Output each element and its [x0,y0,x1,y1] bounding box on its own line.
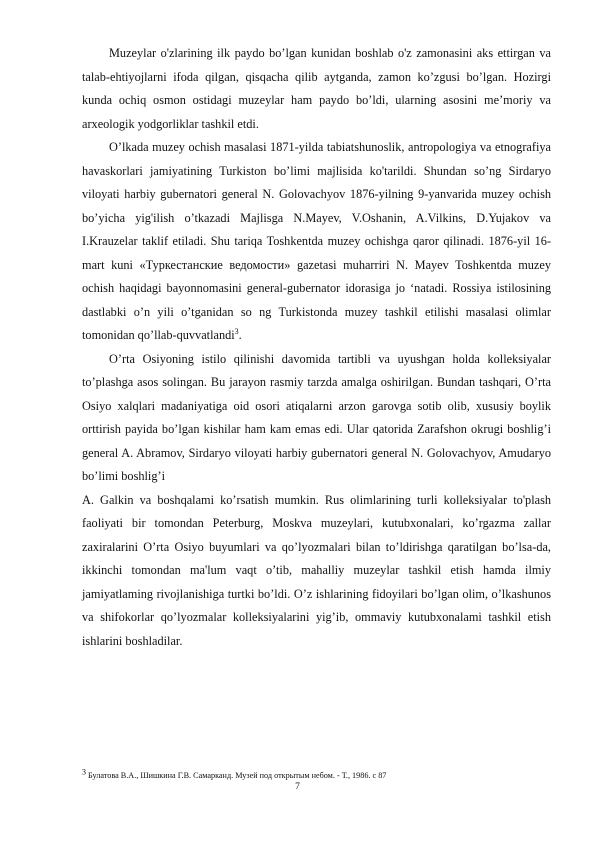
paragraph-2-end: . [238,328,242,342]
footnote [82,767,551,781]
page-number: 7 [295,782,300,792]
footnote-mark: 3 [82,767,86,777]
document-body [82,42,551,653]
paragraph-1: Muzeylar o'zlarining ilk paydo bo’lgan kunidan boshlab o'z zamonasini aks ettirgan va talab-ehtiyojlarni ifoda qilgan, qisqacha qilib aytganda, zamon ko’zgusi bo’lgan. Hozirgi kunda ochiq osmon ostidagi muzeylar ham paydo bo’ldi, ularning asosini me’moriy va arxeologik yodgorliklar tashkil etdi. [82,46,551,131]
paragraph-2-text: O’lkada muzey ochish masalasi 1871-yilda tabiatshunoslik, antropologiya va etnografiya havaskorlari jamiyatining Turkiston bo’limi majlisida ko'tarildi. Shundan so’ng Sirdaryo viloyati harbiy gubernatori general N. Golovachyov 1876-yilning 9-yanvarida muzey ochish bo’yicha yig'ilish o’tkazadi Majlisga N.Mayev, V.Oshanin, A.Vilkins, D.Yujakov va I.Krauzelar taklif etiladi. Shu tariqa Toshkentda muzey ochishga qaror qilinadi. 1876-yil 16-mart kuni «Туркестанские ведомости» gazetasi muharriri N. Mayev Toshkentda muzey ochish haqidagi bayonnomasini general-gubernator idorasiga jo ‘natadi. Rossiya istilosining dastlabki o’n yili o’tganidan so ng Turkistonda muzey tashkil etilishi masalasi olimlar tomonidan qo’llab-quvvatlandi [82,140,551,342]
paragraph-2 [82,136,551,348]
paragraph-3: O’rta Osiyoning istilo qilinishi davomida tartibli va uyushgan holda kolleksiyalar to’plashga asos solingan. Bu jarayon rasmiy tarzda amalga oshirilgan. Bundan tashqari, O’rta Osiyo xalqlari madaniyatiga oid osori atiqalarni arzon garovga sotib olib, xususiy boylik orttirish payida bo’lgan kishilar ham kam emas edi. Ular qatorida Zarafshon okrugi boshlig’i general A. Abramov, Sirdaryo viloyati harbiy gubernatori general N. Golovachyov, Amudaryo bo’limi boshlig’i [82,351,551,483]
footnote-text: Булатова В.А., Шишкина Г.В. Самарканд. Музей под открытым небом. - Т., 1986. с 87 [86,771,387,780]
paragraph-4: A. Galkin va boshqalami ko’rsatish mumkin. Rus olimlarining turli kolleksiyalar to'plash faoliyati bir tomondan Peterburg, Moskva muzeylari, kutubxonalari, ko’rgazma zallar zaxiralarini O’rta Osiyo buyumlari va qo’lyozmalari bilan to’ldirishga qaratilgan bo’lsa-da, ikkinchi tomondan ma'lum vaqt o’tib, mahalliy muzeylar tashkil etish hamda ilmiy jamiyatlaming rivojlanishiga turtki bo’ldi. O’z ishlarining fidoyilari bo’lgan olim, o’lkashunos va shifokorlar qo’lyozmalar kolleksiyalarini yig’ib, ommaviy kutubxonalami tashkil etish ishlarini boshladilar. [82,492,551,648]
footnote-reference[interactable]: 3 [234,326,239,336]
